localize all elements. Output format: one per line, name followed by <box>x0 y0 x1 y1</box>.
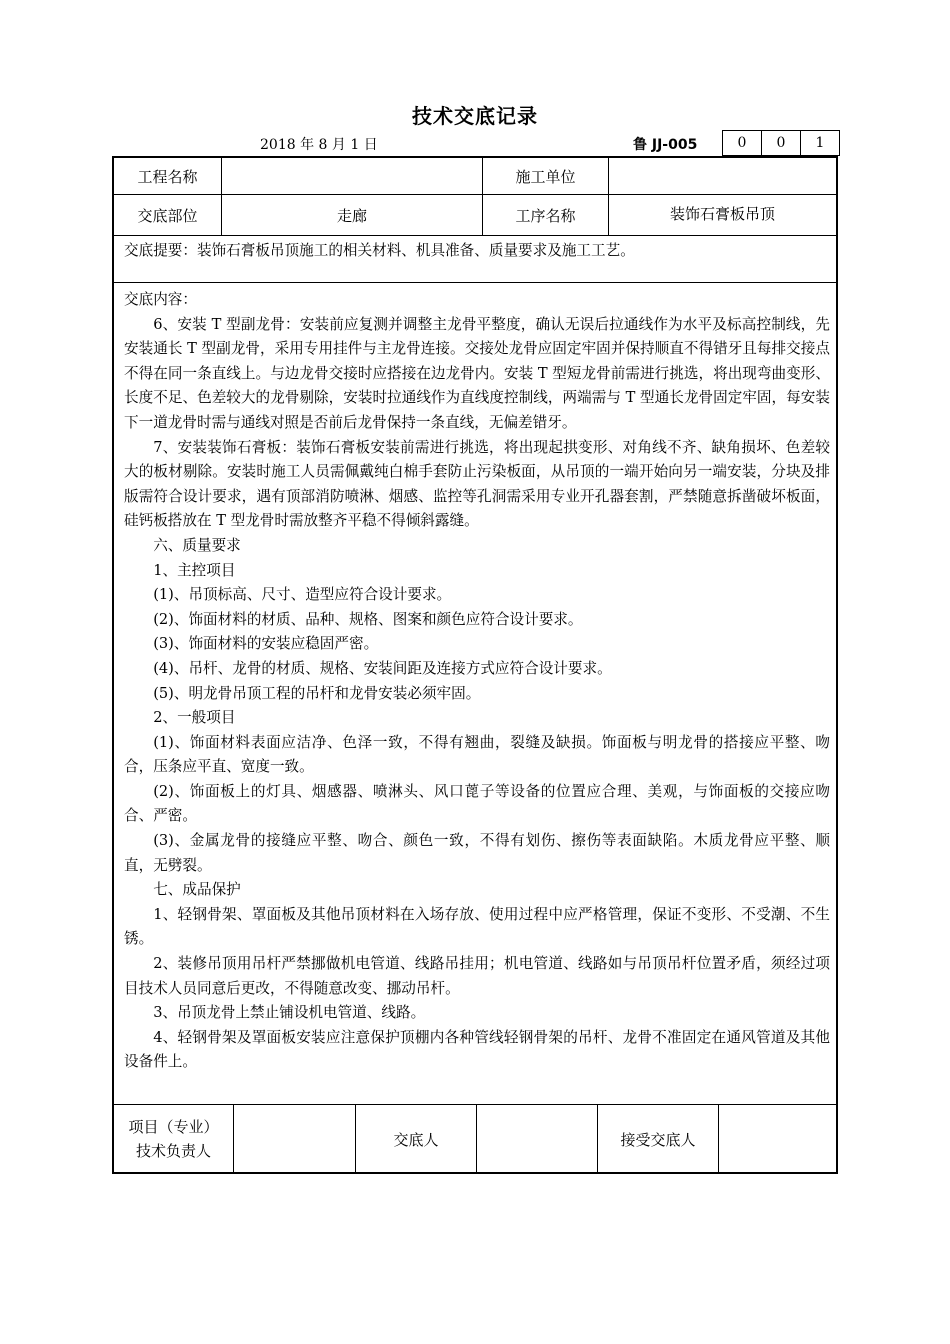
disclosure-summary: 交底提要：装饰石膏板吊顶施工的相关材料、机具准备、质量要求及施工工艺。 <box>124 242 635 259</box>
serial-digit: 1 <box>815 135 825 151</box>
location-label: 交底部位 <box>137 206 198 225</box>
content-paragraph: (1)、吊顶标高、尺寸、造型应符合设计要求。 <box>153 586 452 604</box>
content-paragraph: 2、装修吊顶用吊杆严禁挪做机电管道、线路吊挂用；机电管道、线路如与吊顶吊杆位置矛盾，须经过项目技术人员同意后更改，不得随意改变、挪动吊杆。 <box>124 955 830 997</box>
content-paragraph: (4)、吊杆、龙骨的材质、规格、安装间距及连接方式应符合设计要求。 <box>153 659 612 677</box>
construction-unit-value <box>609 158 836 194</box>
discloser-signature <box>477 1105 597 1173</box>
process-value: 装饰石膏板吊顶 <box>669 204 775 223</box>
serial-digit: 0 <box>762 131 801 155</box>
receiver-signature <box>719 1105 836 1173</box>
content-paragraph: 1、主控项目 <box>153 561 236 579</box>
project-name-value <box>222 158 482 194</box>
content-paragraph: 6、安装 T 型副龙骨：安装前应复测并调整主龙骨平整度，确认无误后拉通线作为水平及标高控制线，先安装通长 T 型副龙骨，采用专用挂件与主龙骨连接。交接处龙骨应固定牢固并保持顺直不得错牙且每排交接点不得在同一条直线上。与边龙骨交接时应搭接在边龙骨内。安装 T 型短龙骨前需进行挑选，将出现弯曲变形、长度不足、色差较大的龙骨剔除，安装时拉通线作为直线度控制线，两端需与 T 型通长龙骨固定牢固，每安装下一道龙骨时需与通线对照是否前后龙骨保持一条直线，无偏差错牙。 <box>124 315 830 431</box>
serial-number-boxes <box>722 130 840 156</box>
content-paragraph: (5)、明龙骨吊顶工程的吊杆和龙骨安装必须牢固。 <box>153 684 481 702</box>
content-paragraph: 3、吊顶龙骨上禁止铺设机电管道、线路。 <box>153 1004 426 1022</box>
content-paragraph: (1)、饰面材料表面应洁净、色泽一致，不得有翘曲，裂缝及缺损。饰面板与明龙骨的搭接应平整、吻合，压条应平直、宽度一致。 <box>124 733 830 776</box>
content-paragraph: 七、成品保护 <box>153 881 241 899</box>
tech-lead-label <box>114 1105 233 1173</box>
project-name-label: 工程名称 <box>137 167 198 186</box>
content-paragraph: 六、质量要求 <box>153 536 241 554</box>
document-title: 技术交底记录 <box>412 104 538 128</box>
row-divider <box>114 282 836 283</box>
process-label: 工序名称 <box>515 206 576 225</box>
content-paragraph: 7、安装装饰石膏板：装饰石膏板安装前需进行挑选，将出现起拱变形、对角线不齐、缺角损坏、色差较大的板材剔除。安装时施工人员需佩戴纯白棉手套防止污染板面，从吊顶的一端开始向另一端安装，分块及排版需符合设计要求，遇有顶部消防喷淋、烟感、监控等孔洞需采用专业开孔器套割，严禁随意拆凿破坏板面，硅钙板搭放在 T 型龙骨时需放整齐平稳不得倾斜露缝。 <box>124 438 830 530</box>
construction-unit-label: 施工单位 <box>515 167 576 186</box>
tech-lead-label-line: 项目（专业） <box>128 1118 219 1136</box>
serial-digit: 0 <box>723 131 762 155</box>
content-paragraph: (3)、金属龙骨的接缝应平整、吻合、颜色一致，不得有划伤、擦伤等表面缺陷。木质龙骨应平整、顺直，无劈裂。 <box>124 832 830 874</box>
tech-lead-label-line: 技术负责人 <box>135 1142 211 1160</box>
content-paragraph: 1、轻钢骨架、罩面板及其他吊顶材料在入场存放、使用过程中应严格管理，保证不变形、不受潮、不生锈。 <box>124 905 830 948</box>
content-paragraph: (3)、饰面材料的安装应稳固严密。 <box>153 635 379 653</box>
record-date: 2018 年 8 月 1 日 <box>260 137 378 153</box>
document-code: 鲁 JJ-005 <box>633 137 698 153</box>
disclosure-content <box>124 288 830 1075</box>
content-paragraph: (2)、饰面板上的灯具、烟感器、喷淋头、风口蓖子等设备的位置应合理、美观，与饰面板的交接应吻合、严密。 <box>124 782 830 825</box>
location-value: 走廊 <box>336 206 367 225</box>
row-divider <box>114 235 836 236</box>
content-paragraph: 2、一般项目 <box>153 709 236 727</box>
content-heading: 交底内容： <box>124 291 197 308</box>
discloser-label: 交底人 <box>393 1130 439 1149</box>
record-table <box>112 156 838 1174</box>
content-paragraph: (2)、饰面材料的材质、品种、规格、图案和颜色应符合设计要求。 <box>153 610 583 628</box>
tech-lead-signature <box>234 1105 355 1173</box>
content-paragraph: 4、轻钢骨架及罩面板安装应注意保护顶棚内各种管线轻钢骨架的吊杆、龙骨不准固定在通风管道及其他设备件上。 <box>124 1028 830 1071</box>
receiver-label: 接受交底人 <box>620 1130 696 1149</box>
